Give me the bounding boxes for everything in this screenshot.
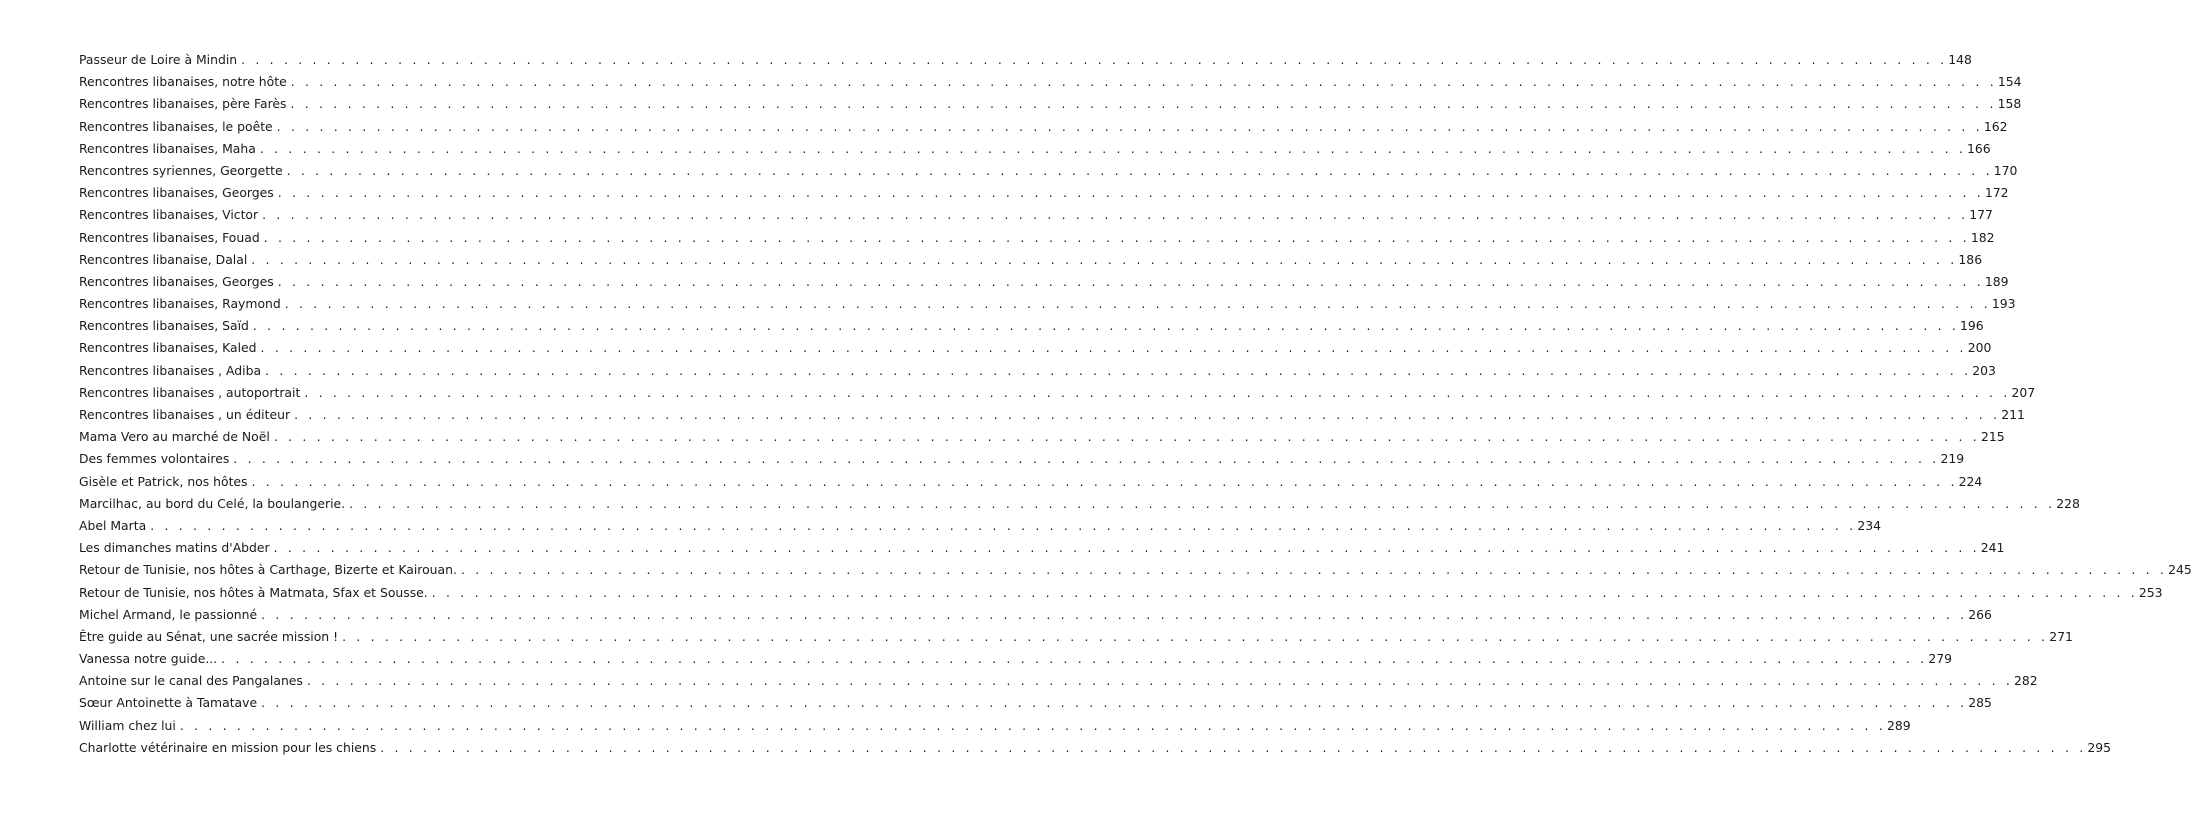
- table-of-contents: [79, 52, 2192, 762]
- dot-leader: . . . . . . . . . . . . . . . . . . . . . . . . . . . . . . . . . . . . . . . . . . . . . . . . . . . . . . . . . . . . . . . . . . . . . . . . . . . . . . . . . . . . . . . . . . . . . . . . . . . . . . . . . . . . . . . . . . . . . . . .: [241, 52, 1948, 67]
- dot-leader: . . . . . . . . . . . . . . . . . . . . . . . . . . . . . . . . . . . . . . . . . . . . . . . . . . . . . . . . . . . . . . . . . . . . . . . . . . . . . . . . . . . . . . . . . . . . . . . . . . . . . . . . . . . . . . . . . . . . . . . .: [286, 162, 1993, 178]
- toc-entry-title: Vanessa notre guide...: [79, 651, 218, 667]
- toc-entry-title: Charlotte vétérinaire en mission pour les chiens: [79, 739, 377, 755]
- toc-entry-title: Rencontres libanaises, Victor: [79, 207, 259, 223]
- toc-entry-page-number: 266: [1968, 606, 1992, 622]
- toc-entry-title: Mama Vero au marché de Noël: [79, 429, 270, 445]
- toc-entry: [79, 340, 1992, 362]
- toc-entry-page-number: 219: [1940, 451, 1965, 467]
- dot-leader: . . . . . . . . . . . . . . . . . . . . . . . . . . . . . . . . . . . . . . . . . . . . . . . . . . . . . . . . . . . . . . . . . . . . . . . . . . . . . . . . . . . . . . . . . . . . . . . . . . . . . . . . . . . . . . . . . . . . . . . .: [261, 695, 1968, 711]
- toc-entry: [79, 118, 2008, 141]
- toc-entry-title: Rencontres syriennes, Georgette: [79, 162, 283, 178]
- dot-leader: . . . . . . . . . . . . . . . . . . . . . . . . . . . . . . . . . . . . . . . . . . . . . . . . . . . . . . . . . . . . . . . . . . . . . . . . . . . . . . . . . . . . . . . . . . . . . . . . . . . . . . . . . . . . . . . . . . . . . . . .: [273, 429, 1980, 445]
- dot-leader: . . . . . . . . . . . . . . . . . . . . . . . . . . . . . . . . . . . . . . . . . . . . . . . . . . . . . . . . . . . . . . . . . . . . . . . . . . . . . . . . . . . . . . . . . . . . . . . . . . . . . . . . . . . . . . . . . . . . . . . .: [251, 251, 1958, 267]
- toc-entry: [79, 628, 2073, 651]
- toc-entry: [79, 739, 2112, 762]
- toc-entry-title: Retour de Tunisie, nos hôtes à Matmata, Sfax et Sousse.: [79, 584, 428, 600]
- dot-leader: . . . . . . . . . . . . . . . . . . . . . . . . . . . . . . . . . . . . . . . . . . . . . . . . . . . . . . . . . . . . . . . . . . . . . . . . . . . . . . . . . . . . . . . . . . . . . . . . . . . . . . . . . . . . . . . . . . . . . . . .: [251, 473, 1958, 489]
- dot-leader: . . . . . . . . . . . . . . . . . . . . . . . . . . . . . . . . . . . . . . . . . . . . . . . . . . . . . . . . . . . . . . . . . . . . . . . . . . . . . . . . . . . . . . . . . . . . . . . . . . . . . . . . . . . . . . . . . . . . . . . .: [290, 74, 1997, 90]
- dot-leader: . . . . . . . . . . . . . . . . . . . . . . . . . . . . . . . . . . . . . . . . . . . . . . . . . . . . . . . . . . . . . . . . . . . . . . . . . . . . . . . . . . . . . . . . . . . . . . . . . . . . . . . . . . . . . . . . . . . . . . . .: [259, 140, 1966, 156]
- toc-entry-page-number: 295: [2087, 739, 2112, 755]
- dot-leader: . . . . . . . . . . . . . . . . . . . . . . . . . . . . . . . . . . . . . . . . . . . . . . . . . . . . . . . . . . . . . . . . . . . . . . . . . . . . . . . . . . . . . . . . . . . . . . . . . . . . . . . . . . . . . . . . . . . . . . . .: [460, 562, 2168, 578]
- toc-entry: [79, 362, 1996, 385]
- toc-entry-page-number: 186: [1958, 251, 1983, 267]
- toc-entry-title: Rencontres libanaises, Maha: [79, 140, 256, 156]
- toc-entry: [79, 673, 2038, 695]
- toc-entry-page-number: 279: [1928, 651, 1952, 667]
- toc-entry: [79, 407, 2025, 429]
- dot-leader: . . . . . . . . . . . . . . . . . . . . . . . . . . . . . . . . . . . . . . . . . . . . . . . . . . . . . . . . . . . . . . . . . . . . . . . . . . . . . . . . . . . . . . . . . . . . . . . . . . . . . . . . . . . . . . . . . . . . . . . .: [179, 717, 1886, 733]
- toc-entry-page-number: 282: [2014, 673, 2038, 689]
- toc-entry-title: Michel Armand, le passionné: [79, 606, 258, 622]
- toc-entry: [79, 717, 1911, 740]
- dot-leader: . . . . . . . . . . . . . . . . . . . . . . . . . . . . . . . . . . . . . . . . . . . . . . . . . . . . . . . . . . . . . . . . . . . . . . . . . . . . . . . . . . . . . . . . . . . . . . . . . . . . . . . . . . . . . . . . . . . . . . . .: [277, 185, 1984, 201]
- toc-entry-page-number: 245: [2168, 562, 2192, 578]
- toc-entry: [79, 495, 2080, 518]
- toc-entry: [79, 651, 1952, 673]
- toc-entry-page-number: 172: [1984, 185, 2009, 201]
- toc-entry-title: Rencontres libanaise, Dalal: [79, 251, 248, 267]
- toc-entry-page-number: 211: [2001, 407, 2025, 422]
- toc-entry: [79, 451, 1965, 473]
- toc-entry: [79, 296, 2016, 318]
- dot-leader: . . . . . . . . . . . . . . . . . . . . . . . . . . . . . . . . . . . . . . . . . . . . . . . . . . . . . . . . . . . . . . . . . . . . . . . . . . . . . . . . . . . . . . . . . . . . . . . . . . . . . . . . . . . . . . . . . . . . . . . .: [262, 207, 1969, 223]
- toc-entry-title: Abel Marta: [79, 517, 147, 533]
- toc-entry-title: Rencontres libanaises , un éditeur: [79, 407, 291, 422]
- toc-entry: [79, 207, 1993, 229]
- toc-entry-page-number: 162: [1983, 118, 2008, 134]
- dot-leader: . . . . . . . . . . . . . . . . . . . . . . . . . . . . . . . . . . . . . . . . . . . . . . . . . . . . . . . . . . . . . . . . . . . . . . . . . . . . . . . . . . . . . . . . . . . . . . . . . . . . . . . . . . . . . . . . . . . . . . . .: [349, 495, 2056, 511]
- toc-entry-page-number: 196: [1960, 318, 1984, 334]
- toc-entry-title: Rencontres libanaises, père Farès: [79, 96, 287, 112]
- toc-entry: [79, 384, 2036, 407]
- toc-entry: [79, 318, 1984, 340]
- toc-entry-page-number: 200: [1967, 340, 1992, 356]
- toc-entry: [79, 162, 2018, 185]
- toc-entry-title: Rencontres libanaises, Georges: [79, 185, 274, 201]
- dot-leader: . . . . . . . . . . . . . . . . . . . . . . . . . . . . . . . . . . . . . . . . . . . . . . . . . . . . . . . . . . . . . . . . . . . . . . . . . . . . . . . . . . . . . . . . . . . . . . . . . . . . . . . . . . . . . . . . . . . . . . . .: [261, 606, 1968, 622]
- dot-leader: . . . . . . . . . . . . . . . . . . . . . . . . . . . . . . . . . . . . . . . . . . . . . . . . . . . . . . . . . . . . . . . . . . . . . . . . . . . . . . . . . . . . . . . . . . . . . . . . . . . . . . . . . . . . . . . . . . . . . . . .: [273, 540, 1980, 556]
- toc-entry-page-number: 285: [1968, 695, 1992, 711]
- toc-entry-title: Des femmes volontaires: [79, 451, 230, 467]
- toc-entry-page-number: 193: [1991, 296, 2016, 312]
- toc-entry-title: Sœur Antoinette à Tamatave: [79, 695, 258, 711]
- toc-entry-page-number: 224: [1958, 473, 1983, 489]
- dot-leader: . . . . . . . . . . . . . . . . . . . . . . . . . . . . . . . . . . . . . . . . . . . . . . . . . . . . . . . . . . . . . . . . . . . . . . . . . . . . . . . . . . . . . . . . . . . . . . . . . . . . . . . . . . . . . . . . . . . . . . . .: [294, 407, 2001, 422]
- toc-entry-page-number: 215: [1980, 429, 2005, 445]
- toc-entry: [79, 52, 1972, 74]
- dot-leader: . . . . . . . . . . . . . . . . . . . . . . . . . . . . . . . . . . . . . . . . . . . . . . . . . . . . . . . . . . . . . . . . . . . . . . . . . . . . . . . . . . . . . . . . . . . . . . . . . . . . . . . . . . . . . . . . . . . . . . . .: [276, 118, 1983, 134]
- toc-entry-title: Rencontres libanaises, le poête: [79, 118, 273, 134]
- toc-entry: [79, 517, 1881, 540]
- toc-entry-page-number: 170: [1993, 162, 2018, 178]
- toc-entry: [79, 429, 2005, 451]
- toc-entry-page-number: 253: [2138, 584, 2163, 600]
- toc-entry-page-number: 189: [1984, 273, 2009, 289]
- dot-leader: . . . . . . . . . . . . . . . . . . . . . . . . . . . . . . . . . . . . . . . . . . . . . . . . . . . . . . . . . . . . . . . . . . . . . . . . . . . . . . . . . . . . . . . . . . . . . . . . . . . . . . . . . . . . . . . . . . . . . . . .: [263, 229, 1970, 245]
- toc-entry-page-number: 177: [1969, 207, 1993, 223]
- toc-entry-title: Antoine sur le canal des Pangalanes: [79, 673, 303, 689]
- dot-leader: . . . . . . . . . . . . . . . . . . . . . . . . . . . . . . . . . . . . . . . . . . . . . . . . . . . . . . . . . . . . . . . . . . . . . . . . . . . . . . . . . . . . . . . . . . . . . . . . . . . . . . . . . . . . . . . . . . . . . . . .: [252, 318, 1960, 334]
- toc-entry-page-number: 158: [1997, 96, 2022, 112]
- dot-leader: . . . . . . . . . . . . . . . . . . . . . . . . . . . . . . . . . . . . . . . . . . . . . . . . . . . . . . . . . . . . . . . . . . . . . . . . . . . . . . . . . . . . . . . . . . . . . . . . . . . . . . . . . . . . . . . . . . . . . . . .: [260, 340, 1967, 356]
- toc-entry: [79, 540, 2005, 562]
- toc-entry: [79, 473, 1983, 496]
- toc-entry-title: Retour de Tunisie, nos hôtes à Carthage, Bizerte et Kairouan.: [79, 562, 457, 578]
- dot-leader: . . . . . . . . . . . . . . . . . . . . . . . . . . . . . . . . . . . . . . . . . . . . . . . . . . . . . . . . . . . . . . . . . . . . . . . . . . . . . . . . . . . . . . . . . . . . . . . . . . . . . . . . . . . . . . . . . . . . . . . .: [304, 384, 2011, 400]
- toc-entry-title: Gisèle et Patrick, nos hôtes: [79, 473, 248, 489]
- toc-entry-page-number: 289: [1886, 717, 1911, 733]
- toc-entry-title: Marcilhac, au bord du Celé, la boulangerie.: [79, 495, 346, 511]
- dot-leader: . . . . . . . . . . . . . . . . . . . . . . . . . . . . . . . . . . . . . . . . . . . . . . . . . . . . . . . . . . . . . . . . . . . . . . . . . . . . . . . . . . . . . . . . . . . . . . . . . . . . . . . . . . . . . . . . . . . . . . . .: [150, 517, 1857, 533]
- toc-entry-page-number: 154: [1997, 74, 2022, 90]
- toc-entry-page-number: 182: [1970, 229, 1995, 245]
- dot-leader: . . . . . . . . . . . . . . . . . . . . . . . . . . . . . . . . . . . . . . . . . . . . . . . . . . . . . . . . . . . . . . . . . . . . . . . . . . . . . . . . . . . . . . . . . . . . . . . . . . . . . . . . . . . . . . . . . . . . . . . .: [221, 651, 1928, 667]
- dot-leader: . . . . . . . . . . . . . . . . . . . . . . . . . . . . . . . . . . . . . . . . . . . . . . . . . . . . . . . . . . . . . . . . . . . . . . . . . . . . . . . . . . . . . . . . . . . . . . . . . . . . . . . . . . . . . . . . . . . . . . . .: [431, 584, 2138, 600]
- dot-leader: . . . . . . . . . . . . . . . . . . . . . . . . . . . . . . . . . . . . . . . . . . . . . . . . . . . . . . . . . . . . . . . . . . . . . . . . . . . . . . . . . . . . . . . . . . . . . . . . . . . . . . . . . . . . . . . . . . . . . . . .: [277, 273, 1984, 289]
- toc-entry-title: Être guide au Sénat, une sacrée mission !: [79, 628, 339, 644]
- dot-leader: . . . . . . . . . . . . . . . . . . . . . . . . . . . . . . . . . . . . . . . . . . . . . . . . . . . . . . . . . . . . . . . . . . . . . . . . . . . . . . . . . . . . . . . . . . . . . . . . . . . . . . . . . . . . . . . . . . . . . . . .: [290, 96, 1997, 112]
- toc-entry-title: Passeur de Loire à Mindin: [79, 52, 238, 67]
- dot-leader: . . . . . . . . . . . . . . . . . . . . . . . . . . . . . . . . . . . . . . . . . . . . . . . . . . . . . . . . . . . . . . . . . . . . . . . . . . . . . . . . . . . . . . . . . . . . . . . . . . . . . . . . . . . . . . . . . . . . . . . .: [233, 451, 1940, 467]
- toc-entry-title: Rencontres libanaises , autoportrait: [79, 384, 301, 400]
- dot-leader: . . . . . . . . . . . . . . . . . . . . . . . . . . . . . . . . . . . . . . . . . . . . . . . . . . . . . . . . . . . . . . . . . . . . . . . . . . . . . . . . . . . . . . . . . . . . . . . . . . . . . . . . . . . . . . . . . . . . . . . .: [342, 628, 2049, 644]
- toc-entry-title: Rencontres libanaises, Kaled: [79, 340, 257, 356]
- dot-leader: . . . . . . . . . . . . . . . . . . . . . . . . . . . . . . . . . . . . . . . . . . . . . . . . . . . . . . . . . . . . . . . . . . . . . . . . . . . . . . . . . . . . . . . . . . . . . . . . . . . . . . . . . . . . . . . . . . . . . . . .: [380, 739, 2087, 755]
- dot-leader: . . . . . . . . . . . . . . . . . . . . . . . . . . . . . . . . . . . . . . . . . . . . . . . . . . . . . . . . . . . . . . . . . . . . . . . . . . . . . . . . . . . . . . . . . . . . . . . . . . . . . . . . . . . . . . . . . . . . . . . .: [284, 296, 1991, 312]
- toc-entry-page-number: 228: [2056, 495, 2080, 511]
- toc-entry-page-number: 207: [2011, 384, 2036, 400]
- toc-entry: [79, 606, 1992, 629]
- toc-entry: [79, 140, 1991, 163]
- toc-entry-title: Rencontres libanaises, Fouad: [79, 229, 260, 245]
- toc-entry-title: Les dimanches matins d'Abder: [79, 540, 270, 556]
- toc-entry-title: Rencontres libanaises, Georges: [79, 273, 274, 289]
- toc-entry-page-number: 234: [1857, 517, 1881, 533]
- toc-entry: [79, 584, 2163, 607]
- toc-entry-title: Rencontres libanaises, Saïd: [79, 318, 249, 334]
- toc-entry-page-number: 148: [1948, 52, 1972, 67]
- toc-entry: [79, 562, 2192, 584]
- toc-entry-page-number: 203: [1972, 362, 1996, 378]
- toc-entry-page-number: 271: [2049, 628, 2073, 644]
- toc-entry: [79, 251, 1983, 274]
- toc-entry-title: William chez lui: [79, 717, 176, 733]
- toc-entry: [79, 273, 2009, 296]
- toc-entry: [79, 96, 2022, 118]
- toc-entry: [79, 695, 1992, 717]
- toc-entry-title: Rencontres libanaises , Adiba: [79, 362, 262, 378]
- dot-leader: . . . . . . . . . . . . . . . . . . . . . . . . . . . . . . . . . . . . . . . . . . . . . . . . . . . . . . . . . . . . . . . . . . . . . . . . . . . . . . . . . . . . . . . . . . . . . . . . . . . . . . . . . . . . . . . . . . . . . . . .: [265, 362, 1972, 378]
- toc-entry-title: Rencontres libanaises, Raymond: [79, 296, 281, 312]
- toc-entry: [79, 74, 2022, 96]
- toc-entry: [79, 229, 1995, 252]
- toc-entry-page-number: 241: [1980, 540, 2005, 556]
- toc-entry-title: Rencontres libanaises, notre hôte: [79, 74, 287, 90]
- dot-leader: . . . . . . . . . . . . . . . . . . . . . . . . . . . . . . . . . . . . . . . . . . . . . . . . . . . . . . . . . . . . . . . . . . . . . . . . . . . . . . . . . . . . . . . . . . . . . . . . . . . . . . . . . . . . . . . . . . . . . . . .: [306, 673, 2014, 689]
- toc-entry: [79, 185, 2009, 207]
- toc-entry-page-number: 166: [1967, 140, 1991, 156]
